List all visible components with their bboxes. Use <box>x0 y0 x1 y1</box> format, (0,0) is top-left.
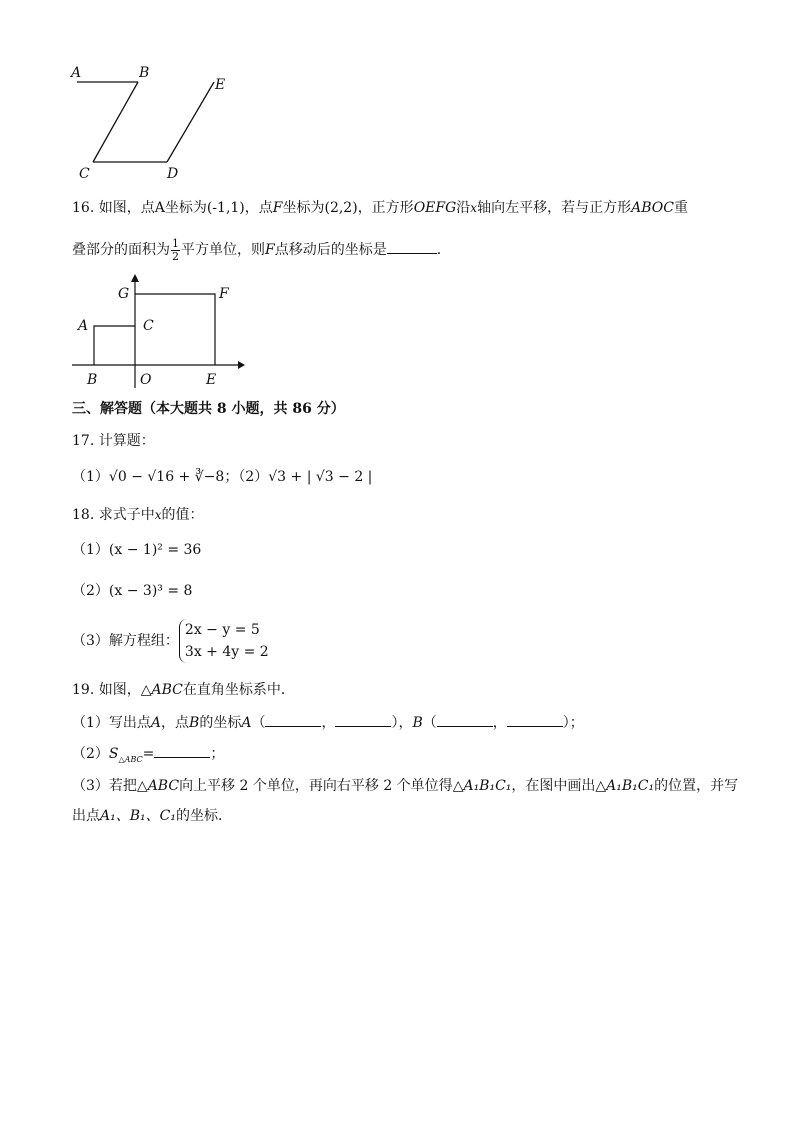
equation-system: 2x − y = 5 3x + 4y = 2 <box>179 619 269 663</box>
label-b: B <box>87 372 98 388</box>
answer-blank[interactable] <box>437 712 493 727</box>
label-o: O <box>140 372 152 388</box>
answer-blank[interactable] <box>265 712 321 727</box>
label-c: C <box>143 318 154 334</box>
answer-blank[interactable] <box>154 743 210 758</box>
question-18-part-3: （3）解方程组： 2x − y = 5 3x + 4y = 2 <box>72 619 269 663</box>
question-19-part-3-line-2: 出点A₁、B₁、C₁的坐标． <box>72 808 232 824</box>
question-17-parts: （1）√0 − √16 + ∛−8；（2）√3 + | √3 − 2 | <box>72 469 373 485</box>
section-heading: 三、解答题（本大题共 8 小题，共 86 分） <box>72 401 345 417</box>
label-f: F <box>219 286 229 302</box>
label-a: A <box>78 318 89 334</box>
label-e: E <box>206 372 217 388</box>
question-19-part-3-line-1: （3）若把△ABC向上平移 2 个单位，再向右平移 2 个单位得△A₁B₁C₁，在图中画出△A₁B₁C₁的位置，并写 <box>72 778 739 794</box>
label-e: E <box>215 77 226 93</box>
answer-blank[interactable] <box>507 712 563 727</box>
question-18-part-1: （1）(x − 1)² = 36 <box>72 542 202 558</box>
question-19-part-2: $(2)S_{\triangle ABC}=$ ； <box>72 743 224 770</box>
question-18-title: 18. 求式子中x的值： <box>72 507 204 523</box>
question-16-line-1: 16. 如图，点A坐标为(-1,1)，点F坐标为(2,2)，正方形OEFG沿x轴向左平移，若与正方形ABOC重 <box>72 200 688 216</box>
answer-blank[interactable] <box>335 712 391 727</box>
question-19-part-1: （1）写出点A，点B的坐标A（ ， ），B（ ， ）； <box>72 712 584 733</box>
question-18-part-2: （2）(x − 3)³ = 8 <box>72 583 193 599</box>
label-c: C <box>79 166 90 182</box>
label-b: B <box>139 65 150 81</box>
label-g: G <box>118 286 130 302</box>
question-19-title: 19. 如图，△ABC在直角坐标系中． <box>72 682 295 698</box>
answer-blank[interactable] <box>387 239 437 254</box>
label-a: A <box>71 65 82 81</box>
figure-parallel-lines <box>60 60 250 185</box>
figure-squares-on-axes <box>66 268 256 392</box>
question-17-title: 17. 计算题： <box>72 433 155 449</box>
label-d: D <box>167 166 179 182</box>
question-16-line-2: 叠部分的面积为 $\frac{1}{2}$ 平方单位，则F点移动后的坐标是 . <box>72 236 442 263</box>
fraction-one-half: $\frac{1}{2}$ <box>172 236 179 263</box>
